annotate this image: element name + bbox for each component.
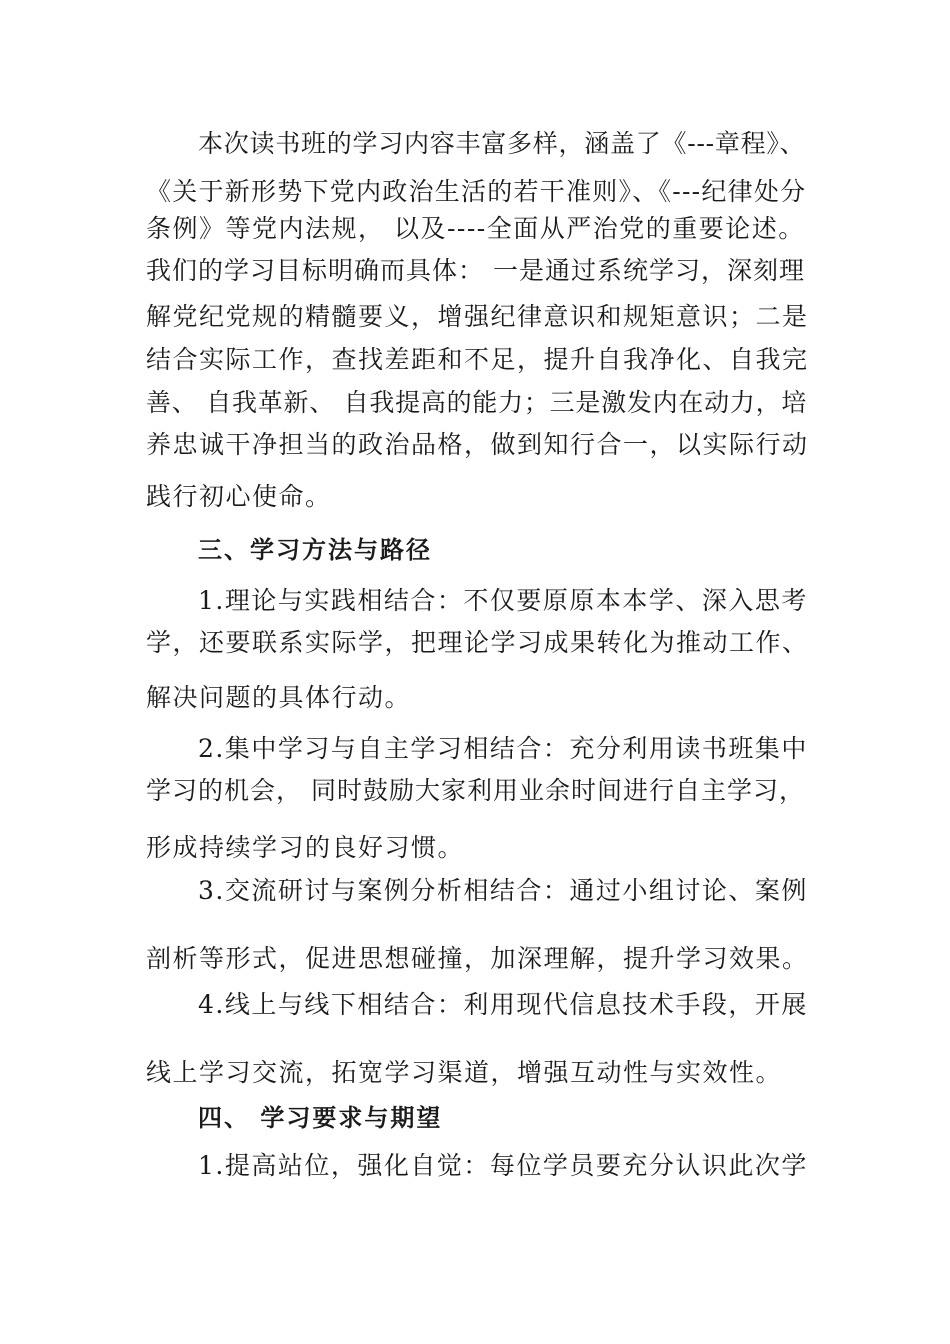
list-item-line: 1.理论与实践相结合：不仅要原原本本学、深入思考 — [198, 586, 808, 615]
list-item-line: 学，还要联系实际学，把理论学习成果转化为推动工作、 — [146, 628, 809, 657]
paragraph-line: 条例》等党内法规， 以及----全面从严治党的重要论述。 — [146, 214, 805, 243]
list-item-line: 2.集中学习与自主学习相结合：充分利用读书班集中 — [198, 734, 808, 763]
list-item-line: 形成持续学习的良好习惯。 — [146, 833, 465, 862]
paragraph-line: 《关于新形势下党内政治生活的若干准则》、《---纪律处分 — [146, 177, 807, 206]
paragraph-line: 我们的学习目标明确而具体： 一是通过系统学习，深刻理 — [146, 256, 805, 285]
section-heading: 三、学习方法与路径 — [198, 536, 432, 564]
section-heading: 四、 学习要求与期望 — [198, 1104, 443, 1132]
list-item-line: 解决问题的具体行动。 — [146, 683, 412, 712]
list-item-line: 4.线上与线下相结合：利用现代信息技术手段，开展 — [198, 990, 808, 1019]
paragraph-line: 结合实际工作，查找差距和不足，提升自我净化、自我完 — [146, 345, 809, 374]
paragraph-line: 本次读书班的学习内容丰富多样，涵盖了《---章程》、 — [198, 129, 806, 158]
list-item-line: 1.提高站位，强化自觉：每位学员要充分认识此次学 — [198, 1151, 808, 1180]
list-item-line: 3.交流研讨与案例分析相结合：通过小组讨论、案例 — [198, 876, 808, 905]
paragraph-line: 善、 自我革新、 自我提高的能力；三是激发内在动力，培 — [146, 388, 808, 417]
list-item-line: 剖析等形式，促进思想碰撞，加深理解，提升学习效果。 — [146, 944, 809, 973]
paragraph-line: 解党纪党规的精髓要义，增强纪律意识和规矩意识；二是 — [146, 302, 809, 331]
paragraph-line: 践行初心使命。 — [146, 482, 332, 511]
paragraph-line: 养忠诚干净担当的政治品格，做到知行合一，以实际行动 — [146, 430, 809, 459]
list-item-line: 线上学习交流，拓宽学习渠道，增强互动性与实效性。 — [146, 1058, 783, 1087]
list-item-line: 学习的机会， 同时鼓励大家利用业余时间进行自主学习， — [146, 776, 805, 805]
